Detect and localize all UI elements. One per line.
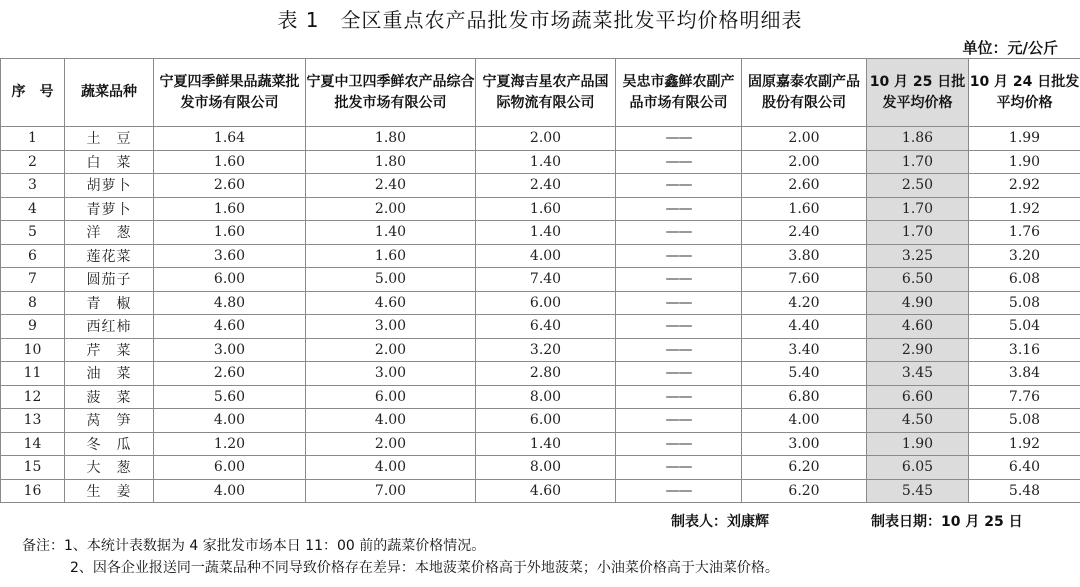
cell-market-3: 6.00: [476, 409, 616, 433]
cell-seq: 4: [1, 197, 65, 221]
cell-market-2: 1.80: [306, 127, 476, 151]
header-market-2: 宁夏中卫四季鲜农产品综合批发市场有限公司: [306, 59, 476, 127]
cell-vegetable: 青萝卜: [65, 197, 154, 221]
header-avg-yesterday: 10 月 24 日批发平均价格: [969, 59, 1080, 127]
cell-market-1: 6.00: [154, 268, 306, 292]
cell-market-5: 6.20: [742, 456, 867, 480]
cell-avg-yesterday: 1.99: [969, 127, 1080, 151]
table-row: [1, 315, 1080, 339]
cell-seq: 6: [1, 244, 65, 268]
cell-market-2: 3.00: [306, 362, 476, 386]
cell-avg-today: 6.05: [867, 456, 969, 480]
table-row: [1, 362, 1080, 386]
table-row: [1, 291, 1080, 315]
cell-market-5: 4.40: [742, 315, 867, 339]
cell-avg-yesterday: 5.08: [969, 409, 1080, 433]
table-body: [1, 127, 1080, 503]
table-row: [1, 456, 1080, 480]
cell-avg-today: 1.90: [867, 432, 969, 456]
header-market-3: 宁夏海吉星农产品国际物流有限公司: [476, 59, 616, 127]
cell-avg-today: 4.50: [867, 409, 969, 433]
cell-avg-yesterday: 3.20: [969, 244, 1080, 268]
cell-avg-today: 1.70: [867, 221, 969, 245]
table-row: [1, 197, 1080, 221]
cell-avg-today: 3.45: [867, 362, 969, 386]
cell-market-2: 2.00: [306, 432, 476, 456]
header-avg-today: 10 月 25 日批发平均价格: [867, 59, 969, 127]
cell-market-2: 4.00: [306, 409, 476, 433]
cell-market-3: 4.00: [476, 244, 616, 268]
cell-market-2: 2.00: [306, 197, 476, 221]
cell-seq: 11: [1, 362, 65, 386]
cell-vegetable: 青 椒: [65, 291, 154, 315]
cell-market-2: 4.00: [306, 456, 476, 480]
cell-market-1: 1.60: [154, 150, 306, 174]
cell-market-4: ——: [616, 127, 742, 151]
cell-market-4: ——: [616, 479, 742, 503]
cell-market-2: 1.40: [306, 221, 476, 245]
cell-market-4: ——: [616, 362, 742, 386]
cell-market-3: 4.60: [476, 479, 616, 503]
cell-market-4: ——: [616, 456, 742, 480]
cell-vegetable: 大 葱: [65, 456, 154, 480]
page-title: 表 1 全区重点农产品批发市场蔬菜批发平均价格明细表: [277, 8, 803, 32]
cell-avg-today: 4.90: [867, 291, 969, 315]
cell-market-2: 5.00: [306, 268, 476, 292]
table-row: [1, 479, 1080, 503]
table-row: [1, 127, 1080, 151]
table-row: [1, 432, 1080, 456]
cell-market-5: 6.80: [742, 385, 867, 409]
cell-seq: 9: [1, 315, 65, 339]
cell-market-5: 2.00: [742, 150, 867, 174]
cell-market-2: 1.60: [306, 244, 476, 268]
cell-market-5: 4.20: [742, 291, 867, 315]
cell-market-3: 6.40: [476, 315, 616, 339]
cell-vegetable: 白 菜: [65, 150, 154, 174]
cell-avg-yesterday: 5.04: [969, 315, 1080, 339]
table-row: [1, 221, 1080, 245]
header-seq: 序 号: [1, 59, 65, 127]
table-row: [1, 409, 1080, 433]
notes: [22, 535, 779, 579]
header-market-1: 宁夏四季鲜果品蔬菜批发市场有限公司: [154, 59, 306, 127]
cell-market-1: 3.60: [154, 244, 306, 268]
cell-market-3: 1.40: [476, 150, 616, 174]
table-maker: 制表人：刘康辉: [671, 514, 769, 530]
cell-market-5: 7.60: [742, 268, 867, 292]
note-2: 2、因各企业报送同一蔬菜品种不同导致价格存在差异：本地菠菜价格高于外地菠菜；小油菜价格高于大油菜价格。: [70, 560, 779, 576]
table-row: [1, 268, 1080, 292]
cell-market-1: 4.00: [154, 479, 306, 503]
cell-vegetable: 胡萝卜: [65, 174, 154, 198]
cell-avg-today: 6.50: [867, 268, 969, 292]
cell-market-2: 4.60: [306, 291, 476, 315]
unit-label: 单位：元/公斤: [962, 39, 1058, 57]
cell-vegetable: 冬 瓜: [65, 432, 154, 456]
table-row: [1, 338, 1080, 362]
cell-market-3: 2.00: [476, 127, 616, 151]
cell-seq: 14: [1, 432, 65, 456]
cell-market-2: 1.80: [306, 150, 476, 174]
cell-market-4: ——: [616, 315, 742, 339]
cell-market-4: ——: [616, 150, 742, 174]
cell-market-2: 3.00: [306, 315, 476, 339]
cell-market-1: 2.60: [154, 362, 306, 386]
cell-market-4: ——: [616, 268, 742, 292]
cell-market-3: 1.40: [476, 432, 616, 456]
cell-seq: 15: [1, 456, 65, 480]
cell-avg-today: 4.60: [867, 315, 969, 339]
cell-avg-yesterday: 5.48: [969, 479, 1080, 503]
cell-market-1: 1.20: [154, 432, 306, 456]
cell-market-1: 3.00: [154, 338, 306, 362]
cell-market-3: 8.00: [476, 385, 616, 409]
cell-market-1: 4.00: [154, 409, 306, 433]
cell-avg-today: 1.70: [867, 197, 969, 221]
cell-market-3: 7.40: [476, 268, 616, 292]
cell-market-3: 1.40: [476, 221, 616, 245]
cell-market-4: ——: [616, 221, 742, 245]
cell-seq: 16: [1, 479, 65, 503]
cell-vegetable: 生 姜: [65, 479, 154, 503]
cell-vegetable: 莲花菜: [65, 244, 154, 268]
cell-market-5: 2.00: [742, 127, 867, 151]
cell-market-1: 4.60: [154, 315, 306, 339]
cell-avg-yesterday: 3.84: [969, 362, 1080, 386]
cell-vegetable: 芹 菜: [65, 338, 154, 362]
cell-market-5: 4.00: [742, 409, 867, 433]
cell-market-3: 6.00: [476, 291, 616, 315]
cell-seq: 1: [1, 127, 65, 151]
cell-avg-yesterday: 5.08: [969, 291, 1080, 315]
price-table: [0, 58, 1080, 503]
cell-vegetable: 油 菜: [65, 362, 154, 386]
cell-vegetable: 菠 菜: [65, 385, 154, 409]
cell-market-5: 3.40: [742, 338, 867, 362]
table-date: 制表日期：10 月 25 日: [871, 514, 1023, 530]
header-category: 蔬菜品种: [65, 59, 154, 127]
cell-market-1: 4.80: [154, 291, 306, 315]
cell-avg-yesterday: 6.08: [969, 268, 1080, 292]
cell-market-2: 6.00: [306, 385, 476, 409]
cell-market-1: 6.00: [154, 456, 306, 480]
cell-market-3: 2.80: [476, 362, 616, 386]
cell-market-3: 1.60: [476, 197, 616, 221]
cell-seq: 13: [1, 409, 65, 433]
cell-seq: 8: [1, 291, 65, 315]
table-row: [1, 244, 1080, 268]
cell-market-4: ——: [616, 197, 742, 221]
cell-vegetable: 土 豆: [65, 127, 154, 151]
header-market-4: 吴忠市鑫鲜农副产品市场有限公司: [616, 59, 742, 127]
cell-vegetable: 圆茄子: [65, 268, 154, 292]
cell-seq: 12: [1, 385, 65, 409]
cell-avg-today: 2.90: [867, 338, 969, 362]
table-header-row: [1, 59, 1080, 127]
cell-vegetable: 西红柿: [65, 315, 154, 339]
cell-avg-today: 2.50: [867, 174, 969, 198]
cell-market-3: 2.40: [476, 174, 616, 198]
cell-avg-today: 5.45: [867, 479, 969, 503]
cell-market-1: 5.60: [154, 385, 306, 409]
table-row: [1, 150, 1080, 174]
cell-market-4: ——: [616, 338, 742, 362]
cell-avg-yesterday: 6.40: [969, 456, 1080, 480]
cell-market-5: 3.00: [742, 432, 867, 456]
cell-market-1: 1.60: [154, 197, 306, 221]
cell-market-2: 2.00: [306, 338, 476, 362]
cell-market-4: ——: [616, 385, 742, 409]
cell-market-4: ——: [616, 174, 742, 198]
cell-market-1: 1.64: [154, 127, 306, 151]
cell-avg-today: 6.60: [867, 385, 969, 409]
cell-avg-yesterday: 1.76: [969, 221, 1080, 245]
cell-market-5: 6.20: [742, 479, 867, 503]
cell-vegetable: 莴 笋: [65, 409, 154, 433]
table-row: [1, 174, 1080, 198]
cell-seq: 7: [1, 268, 65, 292]
header-market-5: 固原嘉泰农副产品股份有限公司: [742, 59, 867, 127]
cell-seq: 2: [1, 150, 65, 174]
cell-avg-today: 1.86: [867, 127, 969, 151]
cell-market-3: 3.20: [476, 338, 616, 362]
note-1: 备注：1、本统计表数据为 4 家批发市场本日 11：00 前的蔬菜价格情况。: [22, 538, 486, 554]
cell-avg-yesterday: 2.92: [969, 174, 1080, 198]
cell-market-4: ——: [616, 291, 742, 315]
cell-market-4: ——: [616, 244, 742, 268]
cell-market-5: 2.60: [742, 174, 867, 198]
cell-market-4: ——: [616, 409, 742, 433]
cell-market-2: 7.00: [306, 479, 476, 503]
cell-avg-yesterday: 1.92: [969, 197, 1080, 221]
cell-market-5: 3.80: [742, 244, 867, 268]
cell-market-2: 2.40: [306, 174, 476, 198]
cell-avg-yesterday: 7.76: [969, 385, 1080, 409]
cell-market-5: 1.60: [742, 197, 867, 221]
cell-seq: 10: [1, 338, 65, 362]
cell-market-1: 1.60: [154, 221, 306, 245]
cell-avg-today: 3.25: [867, 244, 969, 268]
table-row: [1, 385, 1080, 409]
cell-market-1: 2.60: [154, 174, 306, 198]
cell-seq: 5: [1, 221, 65, 245]
cell-vegetable: 洋 葱: [65, 221, 154, 245]
cell-seq: 3: [1, 174, 65, 198]
cell-market-5: 5.40: [742, 362, 867, 386]
cell-avg-yesterday: 1.90: [969, 150, 1080, 174]
cell-market-3: 8.00: [476, 456, 616, 480]
cell-market-5: 2.40: [742, 221, 867, 245]
cell-avg-today: 1.70: [867, 150, 969, 174]
cell-avg-yesterday: 3.16: [969, 338, 1080, 362]
cell-market-4: ——: [616, 432, 742, 456]
cell-avg-yesterday: 1.92: [969, 432, 1080, 456]
